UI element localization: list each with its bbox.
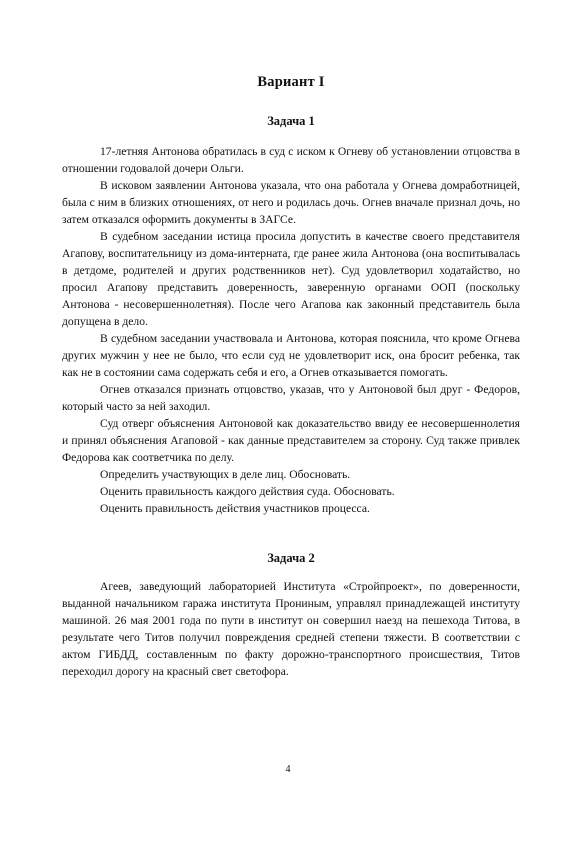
task-2-body xyxy=(62,578,520,680)
task-1-body xyxy=(62,143,520,517)
task-1-title: Задача 1 xyxy=(267,114,315,128)
variant-title: Вариант I xyxy=(257,74,325,90)
task-1-paragraph: Суд отверг объяснения Антоновой как доказательство ввиду ее несовершеннолетия и принял объяснения Агаповой - как данные представителем за сторону. Суд также привлек Федорова как соответчика по делу. xyxy=(62,417,520,464)
task-1-paragraph: 17-летняя Антонова обратилась в суд с иском к Огневу об установлении отцовства в отношении годовалой дочери Ольги. xyxy=(62,145,520,175)
task-1-question: Оценить правильность каждого действия суда. Обосновать. xyxy=(100,485,395,498)
task-2-title: Задача 2 xyxy=(267,551,315,565)
page-number: 4 xyxy=(285,764,291,775)
task-1-paragraph: В судебном заседании истица просила допустить в качестве своего представителя Агапову, воспитательницу из дома-интерната, где ранее жила Антонова (она воспитывалась в детдоме, родителей и других родственников нет). Суд удовлетворил ходатайство, но просил Агапову представить доверенность, заверенную органами ООП (поскольку Антонова - несовершеннолетняя). После чего Агапова как законный представитель была допущена в дело. xyxy=(62,230,520,328)
task-1-question: Оценить правильность действия участников процесса. xyxy=(100,502,370,515)
task-1-paragraph: В судебном заседании участвовала и Антонова, которая пояснила, что кроме Огнева других мужчин у нее не было, что если суд не удовлетворит иск, она бросит ребенка, так как не в состоянии сама содержать себя и его, а Огнев отказывается помогать. xyxy=(62,332,520,379)
task-2-paragraph: Агеев, заведующий лабораторией Института «Стройпроект», по доверенности, выданной начальником гаража института Прониным, управлял принадлежащей институту машиной. 26 мая 2001 года по пути в институт он совершил наезд на пешехода Титова, в результате чего Титов получил повреждения средней степени тяжести. В соответствии с актом ГИБДД, составленным по факту дорожно-транспортного происшествия, Титов переходил дорогу на красный свет светофора. xyxy=(62,580,520,678)
task-1-paragraph: Огнев отказался признать отцовство, указав, что у Антоновой был друг - Федоров, который часто за ней заходил. xyxy=(62,383,520,413)
task-1-question: Определить участвующих в деле лиц. Обосновать. xyxy=(100,468,351,481)
task-1-paragraph: В исковом заявлении Антонова указала, что она работала у Огнева домработницей, была с ним в близких отношениях, от него и родилась дочь. Огнев вначале признал дочь, но затем отказался оформить документы в ЗАГСе. xyxy=(62,179,520,226)
